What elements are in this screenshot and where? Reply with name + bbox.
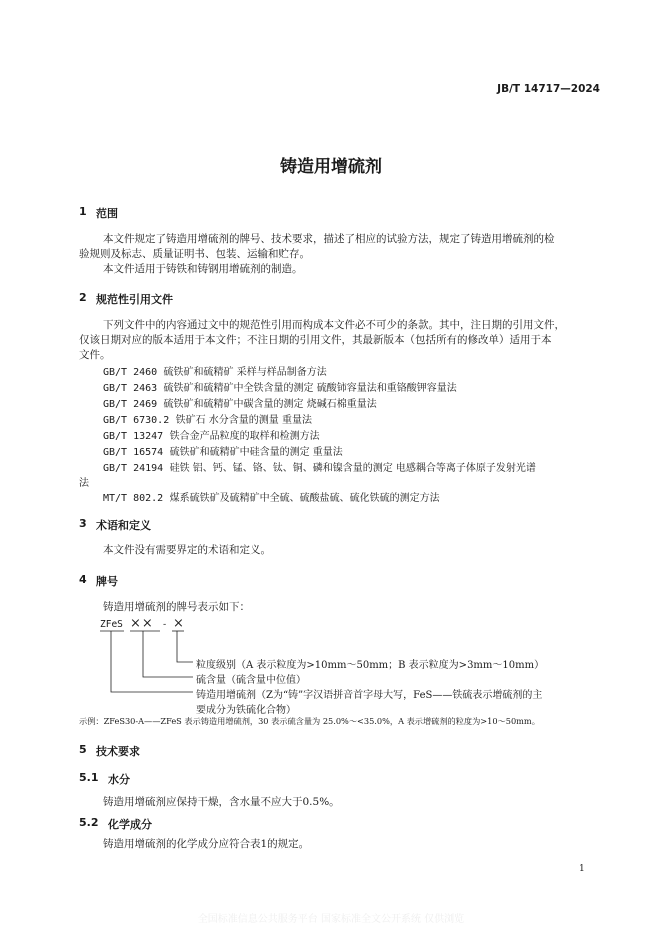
section-2-number: 2 <box>79 291 87 304</box>
section-1-title: 范围 <box>96 207 118 220</box>
reference-title-wrap: 法 <box>79 478 89 489</box>
subsection-5-2-number: 5.2 <box>79 816 99 829</box>
section-1-paragraph: 本文件适用于铸铁和铸钢用增硫剂的制造。 <box>103 263 303 275</box>
reference-title: 硫铁矿和硫精矿 采样与样品制备方法 <box>163 367 327 378</box>
designation-prefix: ZFeS <box>100 619 123 630</box>
standard-code: JB/T 14717—2024 <box>497 83 600 95</box>
section-1-paragraph-line: 验规则及标志、质量证明书、包装、运输和贮存。 <box>79 248 310 260</box>
reference-title: 煤系硫铁矿及硫精矿中全硫、硫酸盐硫、硫化铁硫的测定方法 <box>169 493 440 504</box>
page-number: 1 <box>579 864 585 874</box>
designation-legend-size: 粒度级别（A 表示粒度为>10mm～50mm；B 表示粒度为>3mm～10mm） <box>196 660 545 671</box>
reference-code: GB/T 16574 <box>103 447 164 458</box>
watermark: 全国标准信息公共服务平台 国家标准全文公开系统 仅供浏览 <box>197 914 465 925</box>
section-3-paragraph: 本文件没有需要界定的术语和定义。 <box>103 544 271 556</box>
subsection-5-1-paragraph: 铸造用增硫剂应保持干燥，含水量不应大于0.5%。 <box>103 796 340 808</box>
section-1-paragraph-line: 本文件规定了铸造用增硫剂的牌号、技术要求，描述了相应的试验方法，规定了铸造用增硫剂的检 <box>103 233 555 245</box>
designation-size-placeholder: × <box>173 616 184 631</box>
section-5-title: 技术要求 <box>96 745 140 758</box>
section-4-number: 4 <box>79 573 87 586</box>
reference-code: MT/T 802.2 <box>103 493 164 504</box>
reference-title: 硫铁矿和硫精矿中硅含量的测定 重量法 <box>169 447 343 458</box>
designation-dash: - <box>163 619 167 630</box>
section-2-intro-line: 下列文件中的内容通过文中的规范性引用而构成本文件必不可少的条款。其中，注日期的引用文件， <box>103 319 565 331</box>
section-2-intro-line: 文件。 <box>79 349 111 361</box>
reference-title: 铁合金产品粒度的取样和检测方法 <box>169 431 320 442</box>
reference-code: GB/T 24194 <box>103 463 164 474</box>
section-1-number: 1 <box>79 205 87 218</box>
subsection-5-2-title: 化学成分 <box>108 818 152 831</box>
designation-legend-product-cont: 要成分为铁硫化合物） <box>196 705 296 716</box>
reference-code: GB/T 2469 <box>103 399 158 410</box>
reference-code: GB/T 13247 <box>103 431 164 442</box>
designation-legend-sulfur: 硫含量（硫含量中位值） <box>196 675 306 686</box>
section-3-number: 3 <box>79 517 87 530</box>
section-5-number: 5 <box>79 743 87 756</box>
designation-example: 示例：ZFeS30-A——ZFeS 表示铸造用增硫剂，30 表示硫含量为 25.0%～<35.0%，A 表示增硫剂的粒度为>10～50mm。 <box>79 716 540 726</box>
section-4-title: 牌号 <box>96 575 118 588</box>
reference-code: GB/T 6730.2 <box>103 415 170 426</box>
designation-sulfur-placeholder: ×× <box>130 616 154 631</box>
reference-title: 硅铁 铝、钙、锰、铬、钛、铜、磷和镍含量的测定 电感耦合等离子体原子发射光谱 <box>169 463 536 474</box>
designation-legend-product: 铸造用增硫剂（Z为“铸”字汉语拼音首字母大写，FeS——铁硫表示增硫剂的主 <box>196 690 543 701</box>
reference-code: GB/T 2463 <box>103 383 158 394</box>
reference-code: GB/T 2460 <box>103 367 158 378</box>
document-title: 铸造用增硫剂 <box>280 157 382 177</box>
reference-title: 硫铁矿和硫精矿中全铁含量的测定 硫酸铈容量法和重铬酸钾容量法 <box>163 383 457 394</box>
section-4-intro: 铸造用增硫剂的牌号表示如下： <box>103 601 250 613</box>
section-2-intro-line: 仅该日期对应的版本适用于本文件；不注日期的引用文件，其最新版本（包括所有的修改单）适用于本 <box>79 334 552 346</box>
section-2-title: 规范性引用文件 <box>96 293 173 306</box>
reference-title: 硫铁矿和硫精矿中碳含量的测定 烧碱石棉重量法 <box>163 399 377 410</box>
subsection-5-1-title: 水分 <box>108 773 130 786</box>
section-3-title: 术语和定义 <box>96 519 151 532</box>
reference-title: 铁矿石 水分含量的测量 重量法 <box>175 415 312 426</box>
subsection-5-2-paragraph: 铸造用增硫剂的化学成分应符合表1的规定。 <box>103 838 310 850</box>
subsection-5-1-number: 5.1 <box>79 771 99 784</box>
